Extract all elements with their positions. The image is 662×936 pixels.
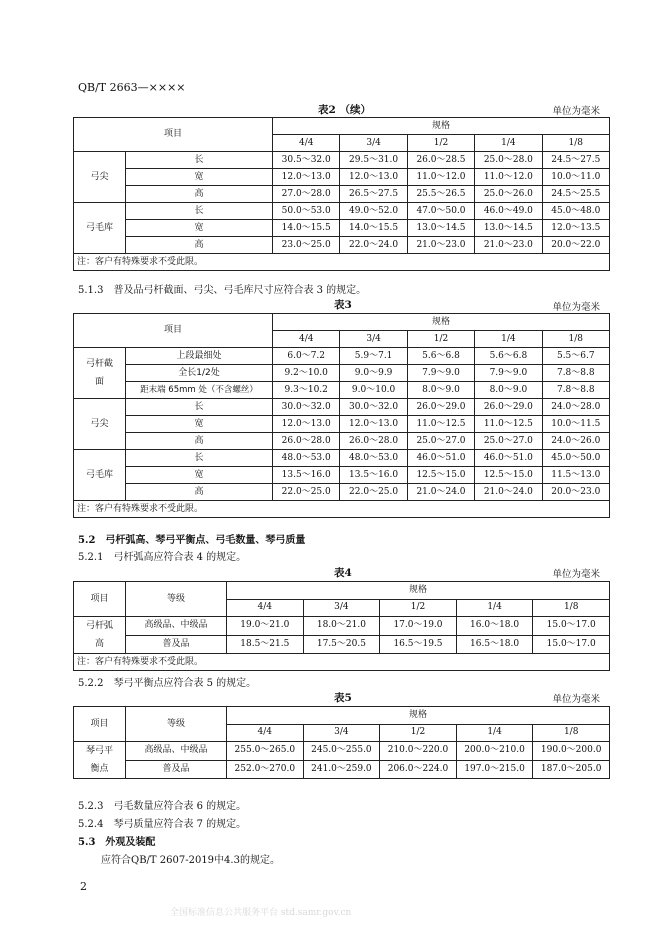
cell: 26.0～28.5 [407,152,474,169]
paragraph-5-3-body: 应符合QB/T 2607-2019中4.3的规定。 [101,855,280,866]
cell: 12.0～13.0 [273,169,340,186]
cell: 12.5～15.0 [407,467,474,484]
size-header: 1/2 [380,599,457,617]
table-note: 注：客户有特殊要求不受此限。 [74,501,610,518]
cell: 11.0～12.0 [475,169,542,186]
document-header: QB/T 2663—×××× [78,81,186,94]
size-header: 3/4 [340,135,407,152]
watermark: 全国标准信息公共服务平台 std.samr.gov.cn [170,908,352,918]
cell: 22.0～24.0 [340,237,407,254]
cell: 23.0～25.0 [273,237,340,254]
group-label: 弓毛库 [74,203,126,254]
cell: 21.0～23.0 [407,237,474,254]
cell: 15.0～17.0 [533,635,610,654]
size-header: 3/4 [340,331,407,348]
paragraph-5-2-1: 5.2.1 弓杆弧高应符合表 4 的规定。 [78,552,247,563]
cell: 197.0～215.0 [456,760,533,779]
cell: 24.5～27.5 [542,152,609,169]
cell: 21.0～24.0 [475,484,542,501]
size-header: 1/8 [533,724,610,742]
row-label: 普及品 [126,635,227,654]
cell: 12.0～13.5 [542,220,609,237]
cell: 13.5～16.0 [340,467,407,484]
cell: 11.0～12.0 [407,169,474,186]
section-5-2: 5.2 弓杆弧高、琴弓平衡点、弓毛数量、琴弓质量 [78,535,306,546]
cell: 46.0～49.0 [475,203,542,220]
cell: 11.0～12.5 [475,416,542,433]
paragraph-5-2-2: 5.2.2 琴弓平衡点应符合表 5 的规定。 [78,678,257,689]
cell: 200.0～210.0 [456,742,533,761]
table4 [73,581,610,671]
cell: 7.9～9.0 [475,365,542,382]
header-item: 项目 [74,582,126,617]
header-spec: 规格 [273,118,610,135]
cell: 6.0～7.2 [273,348,340,365]
table5-unit: 单位为毫米 [552,694,600,705]
cell: 27.0～28.0 [273,186,340,203]
group-label: 琴弓平衡点 [74,742,126,779]
paragraph-5-1-3: 5.1.3 普及品弓杆截面、弓尖、弓毛库尺寸应符合表 3 的规定。 [78,285,367,296]
size-header: 1/4 [475,135,542,152]
cell: 12.0～13.0 [273,416,340,433]
paragraph-5-2-4: 5.2.4 琴弓质量应符合表 7 的规定。 [78,819,247,830]
cell: 24.0～26.0 [542,433,609,450]
page-number: 2 [80,880,87,893]
row-label: 宽 [126,220,273,237]
section-5-3: 5.3 外观及装配 [78,837,156,848]
row-label: 高 [126,186,273,203]
cell: 5.5～6.7 [542,348,609,365]
table5 [73,706,610,779]
row-label: 普及品 [126,760,227,779]
cell: 26.0～29.0 [475,399,542,416]
cell: 21.0～24.0 [407,484,474,501]
row-label: 高 [126,237,273,254]
cell: 11.0～12.5 [407,416,474,433]
cell: 26.0～28.0 [340,433,407,450]
row-label: 高级品、中级品 [126,742,227,761]
table4-caption: 表4 [334,567,352,579]
row-label: 长 [126,450,273,467]
cell: 11.5～13.0 [542,467,609,484]
cell: 29.5～31.0 [340,152,407,169]
row-label: 上段最细处 [126,348,273,365]
group-label: 弓杆截面 [74,348,126,399]
table2-unit: 单位为毫米 [552,106,600,117]
cell: 26.0～28.0 [273,433,340,450]
cell: 5.9～7.1 [340,348,407,365]
header-grade: 等级 [126,707,227,742]
cell: 9.0～9.9 [340,365,407,382]
cell: 210.0～220.0 [380,742,457,761]
size-header: 4/4 [273,135,340,152]
size-header: 1/8 [533,599,610,617]
header-spec: 规格 [227,707,610,725]
cell: 22.0～25.0 [340,484,407,501]
header-spec: 规格 [273,314,610,331]
cell: 12.5～15.0 [475,467,542,484]
table3-caption: 表3 [334,299,352,311]
cell: 20.0～22.0 [542,237,609,254]
group-label: 弓杆弧高 [74,617,126,654]
cell: 18.5～21.5 [227,635,304,654]
cell: 45.0～50.0 [542,450,609,467]
group-label: 弓尖 [74,152,126,203]
size-header: 4/4 [227,724,304,742]
size-header: 1/4 [475,331,542,348]
cell: 26.5～27.5 [340,186,407,203]
row-label: 宽 [126,416,273,433]
cell: 13.0～14.5 [475,220,542,237]
table-note: 注：客户有特殊要求不受此限。 [74,654,610,671]
cell: 45.0～48.0 [542,203,609,220]
cell: 16.5～18.0 [456,635,533,654]
cell: 19.0～21.0 [227,617,304,636]
size-header: 1/2 [380,724,457,742]
header-item: 项目 [74,118,273,152]
size-header: 1/8 [542,135,609,152]
group-label: 弓毛库 [74,450,126,501]
row-label: 宽 [126,169,273,186]
size-header: 1/2 [407,135,474,152]
table2 [73,117,610,271]
cell: 13.5～16.0 [273,467,340,484]
size-header: 3/4 [303,724,380,742]
cell: 30.0～32.0 [273,399,340,416]
cell: 187.0～205.0 [533,760,610,779]
cell: 30.0～32.0 [340,399,407,416]
table2-caption: 表2 （续） [318,104,371,116]
table3 [73,313,610,518]
cell: 17.5～20.5 [303,635,380,654]
cell: 49.0～52.0 [340,203,407,220]
cell: 20.0～23.0 [542,484,609,501]
header-item: 项目 [74,707,126,742]
size-header: 1/8 [542,331,609,348]
cell: 25.0～27.0 [475,433,542,450]
cell: 9.3～10.2 [273,382,340,399]
cell: 9.0～10.0 [340,382,407,399]
row-label: 距末端 65mm 处（不含螺丝） [126,382,273,399]
cell: 7.8～8.8 [542,382,609,399]
table4-unit: 单位为毫米 [552,569,600,580]
cell: 26.0～29.0 [407,399,474,416]
cell: 48.0～53.0 [273,450,340,467]
cell: 50.0～53.0 [273,203,340,220]
cell: 12.0～13.0 [340,416,407,433]
cell: 12.0～13.0 [340,169,407,186]
row-label: 宽 [126,467,273,484]
cell: 22.0～25.0 [273,484,340,501]
size-header: 1/2 [407,331,474,348]
cell: 21.0～23.0 [475,237,542,254]
cell: 252.0～270.0 [227,760,304,779]
cell: 13.0～14.5 [407,220,474,237]
cell: 5.6～6.8 [407,348,474,365]
row-label: 高 [126,433,273,450]
cell: 9.2～10.0 [273,365,340,382]
cell: 8.0～9.0 [475,382,542,399]
cell: 7.8～8.8 [542,365,609,382]
cell: 24.0～28.0 [542,399,609,416]
row-label: 长 [126,152,273,169]
cell: 47.0～50.0 [407,203,474,220]
table-note: 注：客户有特殊要求不受此限。 [74,254,610,271]
size-header: 1/4 [456,599,533,617]
row-label: 长 [126,399,273,416]
cell: 25.0～27.0 [407,433,474,450]
cell: 24.5～25.5 [542,186,609,203]
cell: 10.0～11.0 [542,169,609,186]
cell: 206.0～224.0 [380,760,457,779]
cell: 190.0～200.0 [533,742,610,761]
cell: 25.0～26.0 [475,186,542,203]
cell: 16.0～18.0 [456,617,533,636]
header-item: 项目 [74,314,273,348]
cell: 241.0～259.0 [303,760,380,779]
row-label: 全长1/2处 [126,365,273,382]
size-header: 4/4 [227,599,304,617]
cell: 7.9～9.0 [407,365,474,382]
cell: 5.6～6.8 [475,348,542,365]
cell: 46.0～51.0 [407,450,474,467]
cell: 10.0～11.5 [542,416,609,433]
group-label: 弓尖 [74,399,126,450]
cell: 48.0～53.0 [340,450,407,467]
size-header: 1/4 [456,724,533,742]
cell: 245.0～255.0 [303,742,380,761]
paragraph-5-2-3: 5.2.3 弓毛数量应符合表 6 的规定。 [78,801,247,812]
cell: 14.0～15.5 [340,220,407,237]
cell: 25.0～28.0 [475,152,542,169]
header-spec: 规格 [227,582,610,600]
cell: 30.5～32.0 [273,152,340,169]
cell: 15.0～17.0 [533,617,610,636]
cell: 46.0～51.0 [475,450,542,467]
size-header: 3/4 [303,599,380,617]
row-label: 高级品、中级品 [126,617,227,636]
cell: 16.5～19.5 [380,635,457,654]
cell: 18.0～21.0 [303,617,380,636]
row-label: 长 [126,203,273,220]
cell: 14.0～15.5 [273,220,340,237]
header-grade: 等级 [126,582,227,617]
row-label: 高 [126,484,273,501]
cell: 8.0～9.0 [407,382,474,399]
table3-unit: 单位为毫米 [552,302,600,313]
table5-caption: 表5 [334,692,352,704]
size-header: 4/4 [273,331,340,348]
cell: 255.0～265.0 [227,742,304,761]
cell: 25.5～26.5 [407,186,474,203]
cell: 17.0～19.0 [380,617,457,636]
